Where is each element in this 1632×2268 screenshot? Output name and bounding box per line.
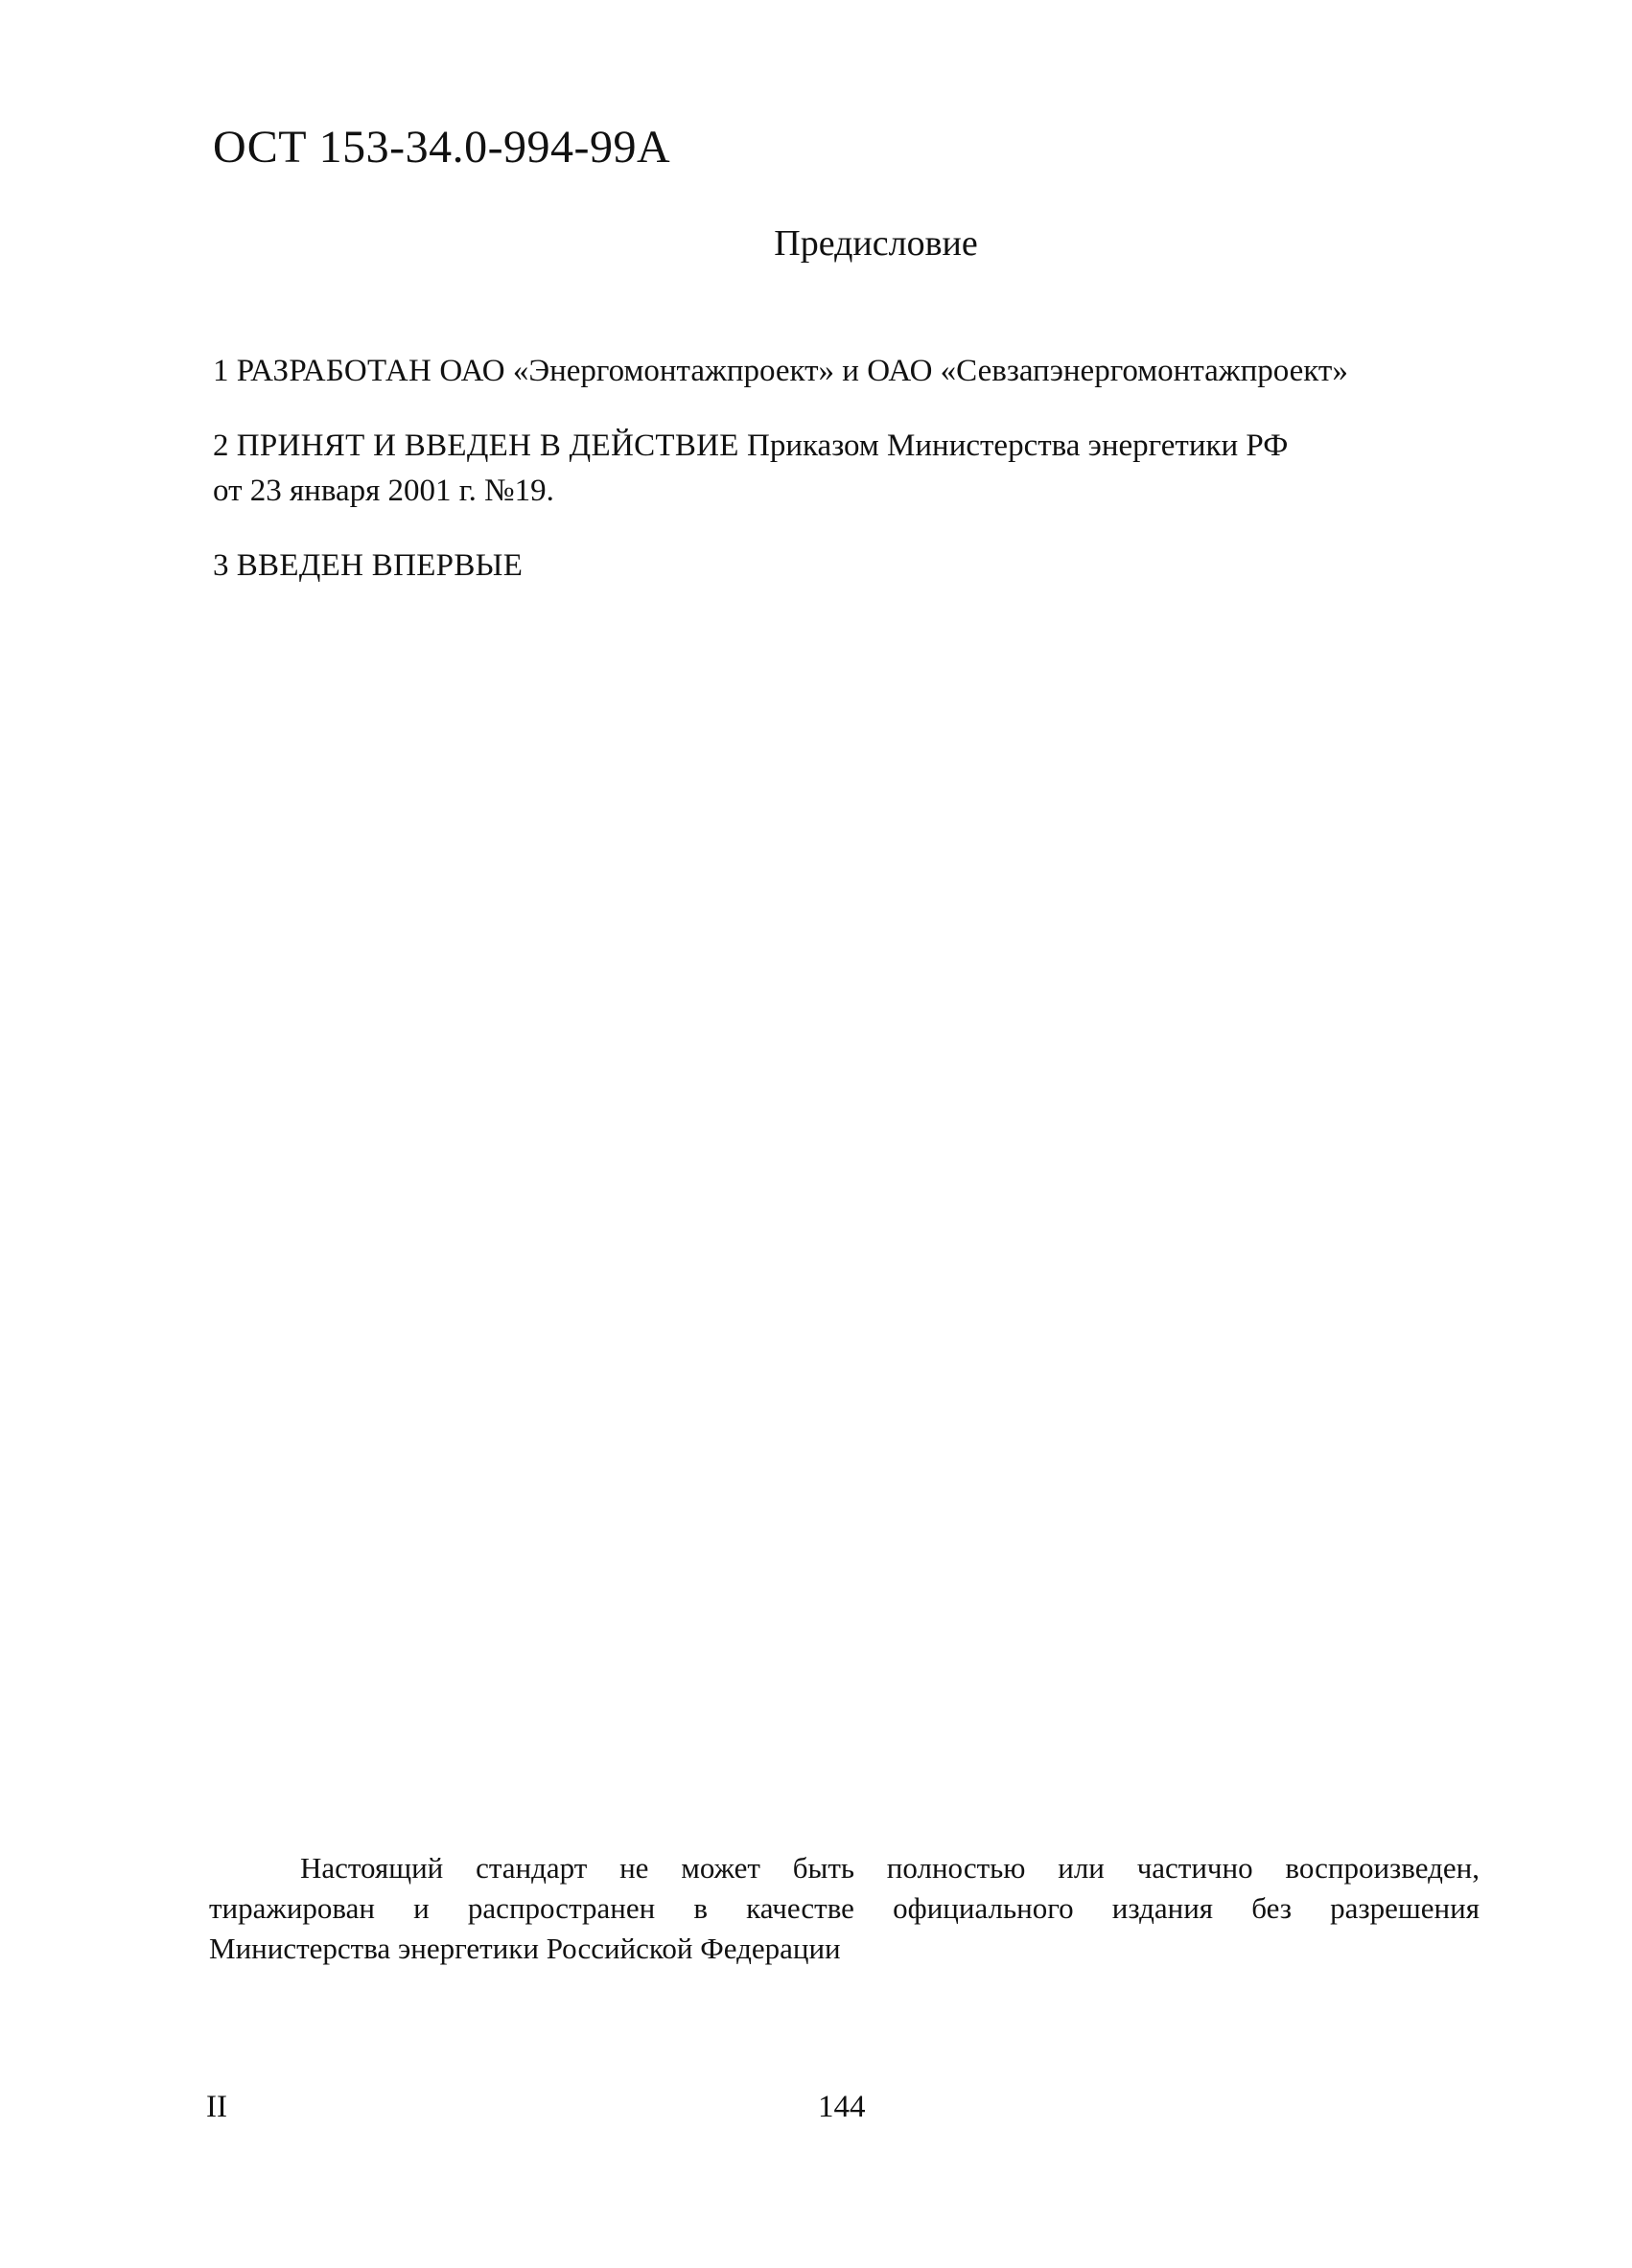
notice-line: тиражирован и распространен в качестве официального издания без разрешения <box>209 1891 1480 1925</box>
item-number: 1 <box>213 354 229 388</box>
section-heading: Предисловие <box>774 223 978 264</box>
copyright-notice <box>209 1848 1480 1969</box>
foreword-item-2 <box>213 425 1288 467</box>
item-caps-text: РАЗРАБОТАН <box>236 354 432 388</box>
item-caps-text: ВВЕДЕН ВПЕРВЫЕ <box>236 548 524 583</box>
item-text: ОАО «Энергомонтажпроект» и ОАО «Севзапэнергомонтажпроект» <box>439 354 1348 388</box>
foreword-item-1 <box>213 350 1348 392</box>
foreword-item-3 <box>213 544 523 587</box>
page-number: 144 <box>818 2090 866 2124</box>
foreword-item-2-continuation: от 23 января 2001 г. №19. <box>213 474 554 508</box>
folio-roman-numeral: II <box>206 2090 227 2124</box>
item-text: Приказом Министерства энергетики РФ <box>747 428 1289 463</box>
item-number: 2 <box>213 428 229 463</box>
item-caps-text: ПРИНЯТ И ВВЕДЕН В ДЕЙСТВИЕ <box>236 428 739 463</box>
item-number: 3 <box>213 548 229 583</box>
notice-line: Настоящий стандарт не может быть полностью или частично воспроизведен, <box>300 1851 1480 1885</box>
notice-line: Министерства энергетики Российской Федерации <box>209 1932 841 1965</box>
document-code: ОСТ 153-34.0-994-99А <box>213 122 671 173</box>
